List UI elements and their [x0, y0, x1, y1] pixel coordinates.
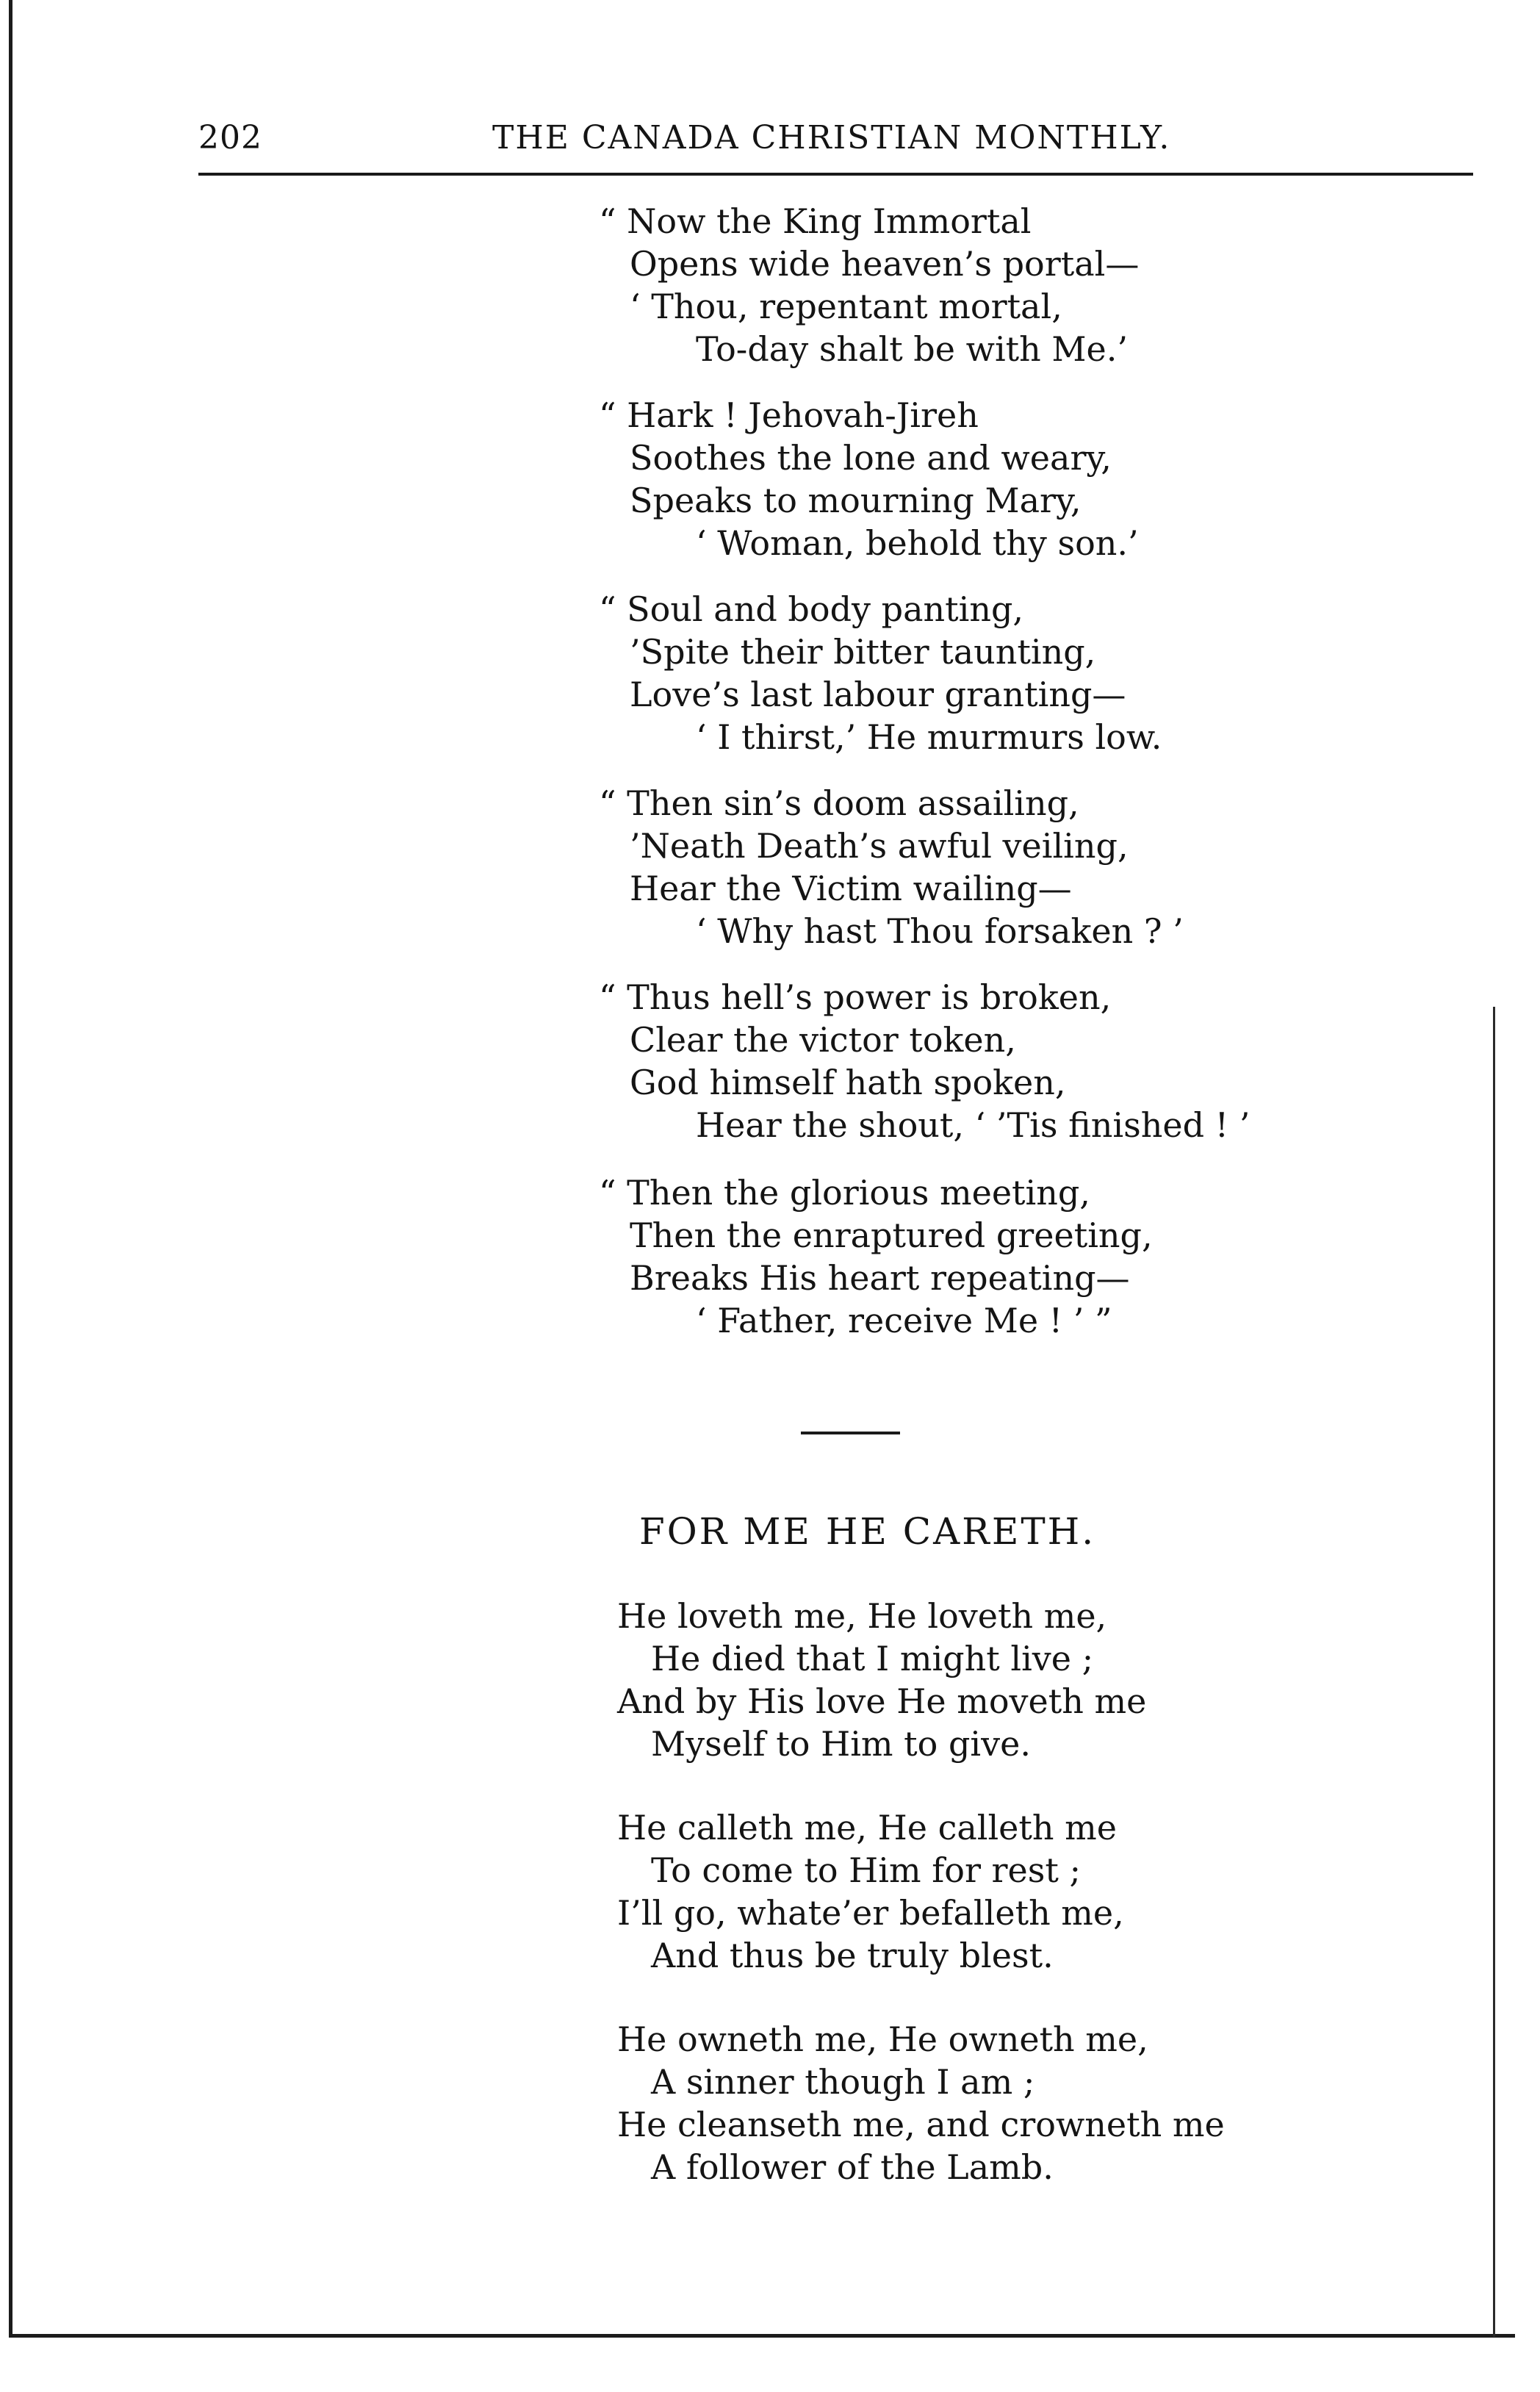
scan-edge-right — [1493, 1007, 1495, 2337]
poem-line: Hear the Victim wailing— — [630, 869, 1072, 908]
page-number: 202 — [198, 119, 262, 157]
poem-line: Then the enraptured greeting, — [630, 1215, 1153, 1255]
poem-line: Hear the shout, ‘ ’Tis finished ! ’ — [696, 1105, 1251, 1145]
poem1-stanza-5 — [599, 976, 1250, 1146]
poem-line: And by His love He moveth me — [617, 1681, 1147, 1721]
poem-line: ‘ I thirst,’ He murmurs low. — [696, 717, 1162, 757]
poem-line: ‘ Thou, repentant mortal, — [630, 287, 1062, 326]
poem1-stanza-4 — [599, 782, 1184, 952]
poem-line: He cleanseth me, and crowneth me — [617, 2105, 1225, 2144]
poem1-stanza-1 — [599, 200, 1139, 370]
header-rule — [198, 173, 1473, 176]
section-divider — [801, 1432, 900, 1434]
poem-line: God himself hath spoken, — [630, 1063, 1066, 1102]
poem-line: ’Neath Death’s awful veiling, — [630, 826, 1129, 866]
page-header — [198, 119, 1473, 170]
poem-line: “ Then sin’s doom assailing, — [599, 783, 1079, 823]
poem2-stanza-1 — [617, 1595, 1146, 1765]
scan-edge-left — [9, 0, 12, 2337]
poem-line: ‘ Woman, behold thy son.’ — [696, 523, 1139, 563]
poem-line: “ Now the King Immortal — [599, 201, 1032, 241]
poem-line: ‘ Why hast Thou forsaken ? ’ — [696, 911, 1184, 951]
poem-line: A follower of the Lamb. — [651, 2147, 1054, 2187]
poem-line: To-day shalt be with Me.’ — [696, 329, 1128, 369]
poem-line: “ Soul and body panting, — [599, 589, 1024, 629]
poem1-stanza-6 — [599, 1171, 1153, 1342]
poem-line: Opens wide heaven’s portal— — [630, 244, 1140, 284]
poem-line: “ Thus hell’s power is broken, — [599, 977, 1112, 1017]
poem-line: ‘ Father, receive Me ! ’ ” — [696, 1301, 1112, 1340]
poem-line: ’Spite their bitter taunting, — [630, 632, 1096, 672]
poem-line: He loveth me, He loveth me, — [617, 1596, 1107, 1636]
poem-line: He calleth me, He calleth me — [617, 1808, 1117, 1847]
poem2-stanza-3 — [617, 2018, 1225, 2188]
poem-line: He died that I might live ; — [651, 1639, 1094, 1678]
poem-line: Love’s last labour granting— — [630, 675, 1126, 714]
poem-line: “ Hark ! Jehovah-Jireh — [599, 395, 979, 435]
poem2-stanza-2 — [617, 1806, 1124, 1977]
poem-line: Speaks to mourning Mary, — [630, 481, 1082, 520]
poem-line: Clear the victor token, — [630, 1020, 1016, 1060]
running-title: THE CANADA CHRISTIAN MONTHLY. — [492, 119, 1171, 157]
poem-line: I’ll go, whate’er befalleth me, — [617, 1893, 1124, 1933]
poem1-stanza-3 — [599, 588, 1162, 758]
poem-line: Myself to Him to give. — [651, 1724, 1031, 1764]
poem1-stanza-2 — [599, 394, 1139, 564]
poem-line: He owneth me, He owneth me, — [617, 2019, 1148, 2059]
poem-line: “ Then the glorious meeting, — [599, 1173, 1090, 1213]
poem-title: FOR ME HE CARETH. — [639, 1510, 1096, 1553]
scan-edge-bottom — [9, 2334, 1515, 2338]
poem-line: To come to Him for rest ; — [651, 1850, 1081, 1890]
poem-line: Soothes the lone and weary, — [630, 438, 1112, 478]
poem-line: Breaks His heart repeating— — [630, 1258, 1130, 1298]
poem-line: A sinner though I am ; — [651, 2062, 1035, 2102]
poem-line: And thus be truly blest. — [651, 1936, 1054, 1975]
